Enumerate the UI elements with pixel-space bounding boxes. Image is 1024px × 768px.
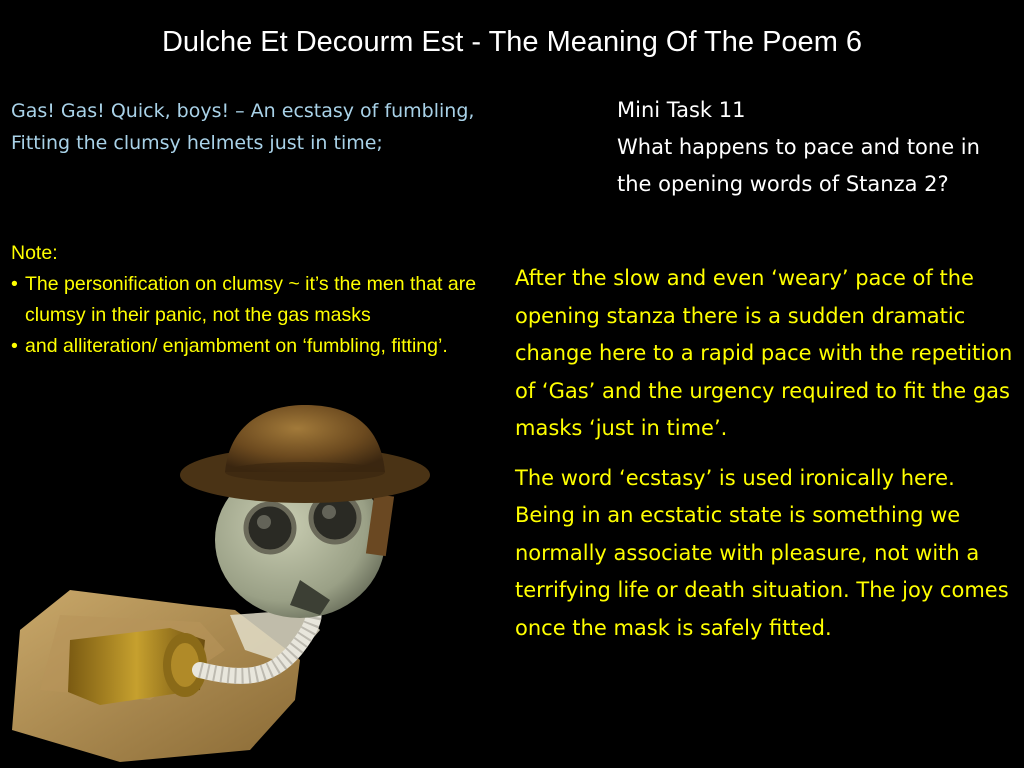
bullet-icon: • [11,273,18,295]
answer-paragraph-1: After the slow and even ‘weary’ pace of the opening stanza there is a sudden dramatic change here to a rapid pace with the repetition of ‘Gas’ and the urgency required to fit the gas masks ‘just in time’. [515,266,1013,440]
poem-quote-line-1: Gas! Gas! Quick, boys! – An ecstasy of fumbling, [11,100,475,122]
mini-task [617,92,1012,203]
slide-title: Dulche Et Decourm Est - The Meaning Of The Poem 6 [161,26,863,58]
note-item-text: and alliteration/ enjambment on ‘fumbling, fitting’. [25,335,448,357]
poem-quote [11,95,601,159]
bullet-icon: • [11,335,18,357]
gas-mask-helmet-photo [0,400,500,768]
note-box [11,238,506,362]
note-item [11,269,506,331]
poem-quote-line-2: Fitting the clumsy helmets just in time; [11,132,383,154]
note-list [11,269,506,362]
task-heading: Mini Task 11 [617,98,746,122]
brodie-helmet [180,405,430,503]
note-label: Note: [11,242,58,264]
note-item-text: The personification on clumsy ~ it’s the men that are clumsy in their panic, not the gas masks [25,273,477,326]
answer-paragraph-2: The word ‘ecstasy’ is used ironically here. Being in an ecstatic state is something we normally associate with pleasure, not with a terrifying life or death situation. The joy comes once the mask is safely fitted. [515,465,1009,640]
note-item [11,331,506,362]
answer-text [515,260,1020,659]
filter-canister [68,628,207,705]
task-question: What happens to pace and tone in the opening words of Stanza 2? [617,135,980,196]
